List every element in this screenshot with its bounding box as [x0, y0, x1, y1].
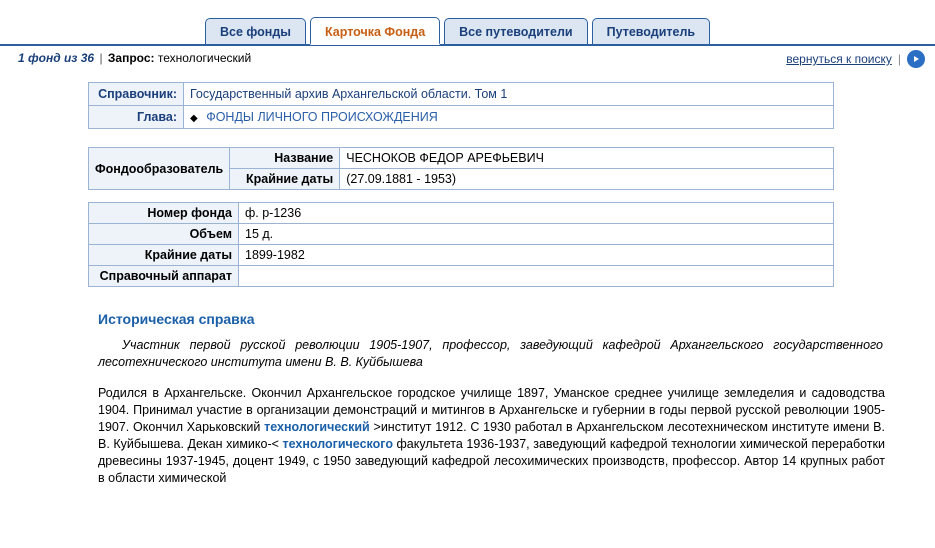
- extreme-dates-value: 1899-1982: [239, 245, 834, 266]
- query-right-divider: |: [897, 52, 901, 66]
- historical-note-lead: Участник первой русской революции 1905-1907, профессор, заведующий кафедрой Архангельского государственного лесотехнического института имени В. В. Куйбышева: [98, 338, 883, 369]
- content-area: [0, 72, 935, 487]
- creator-table: [88, 147, 834, 190]
- chapter-value-cell: [184, 106, 834, 129]
- extreme-dates-label: Крайние даты: [89, 245, 239, 266]
- fund-number-value: ф. р-1236: [239, 203, 834, 224]
- reference-apparatus-value: [239, 266, 834, 287]
- query-bar: [0, 46, 935, 72]
- table-row: [89, 266, 834, 287]
- back-to-search-link[interactable]: вернуться к поиску: [786, 52, 892, 66]
- guide-value: Государственный архив Архангельской области. Том 1: [184, 83, 834, 106]
- creator-name-value: ЧЕСНОКОВ ФЕДОР АРЕФЬЕВИЧ: [340, 148, 834, 169]
- historical-body-part3: факультета 1936-1937, заведующий кафедрой технологии химической переработки древесины 1937-1945, доцент 1949, с 1950 заведующий кафедрой лесохимических производств, профессор. Автор 14 крупных работ в области химической: [98, 437, 885, 485]
- guide-label: Справочник:: [89, 83, 184, 106]
- spacer: [88, 190, 885, 202]
- creator-dates-value: (27.09.1881 - 1953): [340, 169, 834, 190]
- tab-guide[interactable]: Путеводитель: [592, 18, 710, 44]
- volume-label: Объем: [89, 224, 239, 245]
- creator-dates-label: Крайние даты: [230, 169, 340, 190]
- fund-number-label: Номер фонда: [89, 203, 239, 224]
- query-label: Запрос:: [107, 51, 155, 65]
- tab-bar: [0, 0, 935, 46]
- query-value: технологический: [157, 51, 252, 65]
- tab-list: [205, 16, 710, 44]
- result-count: 1 фонд из 36: [18, 51, 95, 65]
- historical-body-part1: Родился в Архангельске. Окончил Архангельское городское училище 1897, Уманское среднее училище земледелия и садоводства 1904. Принимал участие в организации демонстраций и митингов в Архангельске и губернии в годы первой русской революции 1905-1907. Окончил Харьковский: [98, 386, 885, 434]
- arrow-right-icon[interactable]: [907, 50, 925, 68]
- query-bar-right: [786, 50, 925, 68]
- tab-all-guides[interactable]: Все путеводители: [444, 18, 587, 44]
- chapter-label: Глава:: [89, 106, 184, 129]
- historical-body-part2: >институт 1912. С 1930 работал в Архангельском лесотехническом институте имени В. В. Куйбышева. Декан химико-<: [98, 420, 885, 451]
- historical-note-body: [98, 385, 885, 487]
- tab-all-funds[interactable]: Все фонды: [205, 18, 306, 44]
- table-row: [89, 106, 834, 129]
- table-row: [89, 245, 834, 266]
- guide-info-table: [88, 82, 834, 129]
- chapter-link[interactable]: ФОНДЫ ЛИЧНОГО ПРОИСХОЖДЕНИЯ: [206, 110, 438, 124]
- highlight-term-2: технологического: [282, 437, 393, 451]
- creator-name-label: Название: [230, 148, 340, 169]
- query-separator: |: [99, 51, 103, 65]
- reference-apparatus-label: Справочный аппарат: [89, 266, 239, 287]
- table-row: [89, 148, 834, 169]
- creator-title: Фондообразователь: [89, 148, 230, 190]
- spacer: [88, 129, 885, 147]
- query-bar-left: [18, 51, 251, 65]
- volume-value: 15 д.: [239, 224, 834, 245]
- fund-properties-table: [88, 202, 834, 287]
- highlight-term-1: технологический: [264, 420, 370, 434]
- bullet-icon: ◆: [190, 113, 198, 124]
- table-row: [89, 224, 834, 245]
- table-row: [89, 83, 834, 106]
- table-row: [89, 203, 834, 224]
- tab-fund-card[interactable]: Карточка Фонда: [310, 17, 440, 45]
- historical-note-title: Историческая справка: [98, 311, 255, 327]
